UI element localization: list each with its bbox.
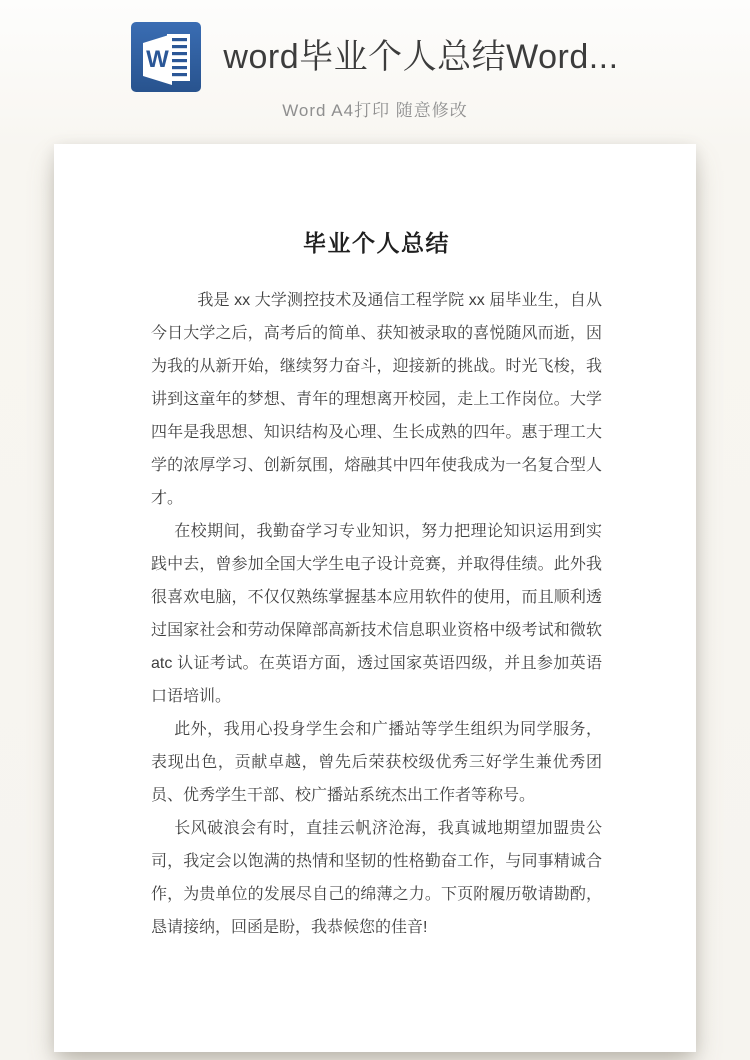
svg-text:W: W [146,46,170,73]
site-header [0,0,750,121]
document-paragraph: 在校期间，我勤奋学习专业知识，努力把理论知识运用到实践中去，曾参加全国大学生电子设计竞赛，并取得佳绩。此外我很喜欢电脑，不仅仅熟练掌握基本应用软件的使用，而且顺利透过国家社会和劳动保障部高新技术信息职业资格中级考试和微软 atc 认证考试。在英语方面，透过国家英语四级，并且参加英语口语培训。 [151,523,602,705]
document-body [151,284,602,944]
page-title: word毕业个人总结Word... [223,38,619,76]
document-paragraph: 我是 xx 大学测控技术及通信工程学院 xx 届毕业生，自从今日大学之后，高考后的简单、获知被录取的喜悦随风而逝，因为我的从新开始，继续努力奋斗，迎接新的挑战。时光飞梭，我讲到这童年的梦想、青年的理想离开校园，走上工作岗位。大学四年是我思想、知识结构及心理、生长成熟的四年。惠于理工大学的浓厚学习、创新氛围，熔融其中四年使我成为一名复合型人才。 [151,292,602,507]
page-subtitle: Word A4打印 随意修改 [282,101,468,120]
document-page [54,144,696,1052]
document-paragraph: 此外，我用心投身学生会和广播站等学生组织为同学服务，表现出色，贡献卓越，曾先后荣获校级优秀三好学生兼优秀团员、优秀学生干部、校广播站系统杰出工作者等称号。 [151,721,602,804]
word-file-icon [131,22,201,92]
document-title: 毕业个人总结 [303,230,450,256]
document-preview-area [0,144,750,1052]
document-paragraph: 长风破浪会有时，直挂云帆济沧海，我真诚地期望加盟贵公司，我定会以饱满的热情和坚韧的性格勤奋工作，与同事精诚合作，为贵单位的发展尽自己的绵薄之力。下页附履历敬请勘酌，恳请接纳，回函是盼，我恭候您的佳音! [151,820,602,936]
header-title-row [131,22,618,92]
